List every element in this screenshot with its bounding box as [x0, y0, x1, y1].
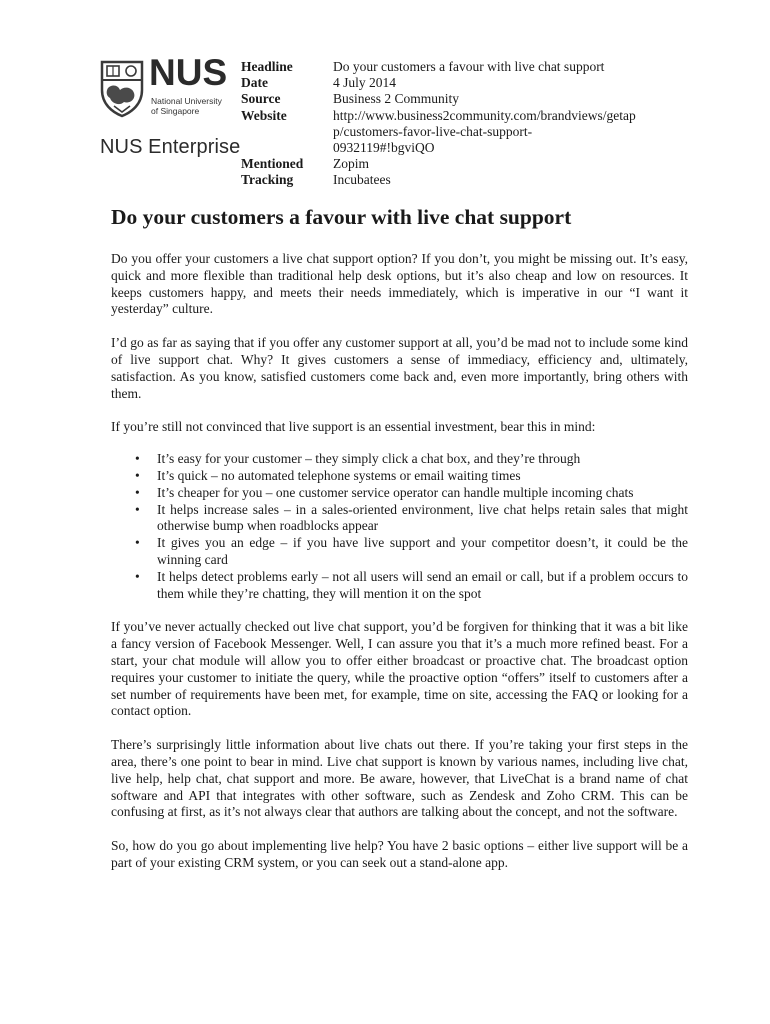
meta-row-website-cont	[241, 124, 633, 156]
bullet-icon: •	[135, 451, 140, 467]
paragraph: There’s surprisingly little information about live chats out there. If you’re taking your first steps in the area, there’s one point to bear in mind. Live chat support is known by various names, including live chat, live help, help chat, chat support and more. Be aware, however, that LiveChat is a brand name of chat software and API that integrates with other software, such as Zendesk and Zoho CRM. This can be confusing at first, as it’s not always clear that authors are talking about the concept, and not the software.	[111, 737, 688, 820]
nus-subtitle-line2: of Singapore	[151, 106, 200, 116]
bullet-list	[111, 451, 688, 602]
meta-value-website-link[interactable]: p/customers-favor-live-chat-support-0932119#!bgviQO	[333, 123, 533, 156]
meta-label: Mentioned	[241, 156, 304, 172]
nus-crest-icon	[100, 60, 144, 118]
meta-row-mentioned	[241, 156, 633, 172]
meta-value: Business 2 Community	[333, 91, 460, 107]
list-item	[111, 451, 688, 468]
meta-value: Incubatees	[333, 172, 391, 188]
paragraph: So, how do you go about implementing live help? You have 2 basic options – either live support will be a part of your existing CRM system, or you can seek out a stand-alone app.	[111, 838, 688, 870]
paragraph: If you’ve never actually checked out live chat support, you’d be forgiven for thinking that it was a bit like a fancy version of Facebook Messenger. Well, I can assure you that it’s a much more refined beast. For a start, your chat module will allow you to offer either broadcast or proactive chat. The broadcast option requires your customer to initiate the query, while the proactive option “offers” itself to customers after a set number of requirements have been met, for example, time on site, accessing the FAQ or looking for a contact option.	[111, 619, 688, 719]
article-metadata	[241, 59, 636, 189]
bullet-icon: •	[135, 535, 140, 551]
bullet-icon: •	[135, 484, 140, 500]
meta-label	[241, 124, 333, 156]
list-item	[111, 569, 688, 603]
meta-value: Do your customers a favour with live chat support	[333, 59, 605, 74]
paragraph: Do you offer your customers a live chat support option? If you don’t, you might be missing out. It’s easy, quick and more flexible than traditional help desk options, but it’s also cheap and low on resources. It keeps customers happy, and meets their needs immediately, which is imperative in our “I want it yesterday” culture.	[111, 251, 688, 317]
article-title: Do your customers a favour with live chat support	[111, 205, 572, 229]
meta-label: Website	[241, 107, 287, 123]
meta-value: Zopim	[333, 156, 369, 172]
meta-row-source	[241, 91, 633, 107]
list-item-text: It helps detect problems early – not all users will send an email or call, but if a problem occurs to them while they’re chatting, they will mention it on the spot	[157, 568, 688, 601]
list-item-text: It’s cheaper for you – one customer service operator can handle multiple incoming chats	[157, 484, 634, 500]
meta-row-date	[241, 75, 633, 91]
nus-subtitle-line1: National University	[151, 96, 222, 106]
list-item	[111, 535, 688, 569]
meta-row-website	[241, 107, 636, 124]
article-body	[111, 203, 688, 889]
meta-label: Source	[241, 91, 281, 107]
meta-label: Headline	[241, 59, 293, 74]
list-item	[111, 468, 688, 485]
meta-row-tracking	[241, 172, 633, 188]
nus-wordmark: NUS	[149, 52, 228, 93]
bullet-icon: •	[135, 501, 140, 517]
paragraph: If you’re still not convinced that live support is an essential investment, bear this in mind:	[111, 419, 596, 435]
list-item-text: It gives you an edge – if you have live support and your competitor doesn’t, it could be the winning card	[157, 535, 688, 567]
paragraph: I’d go as far as saying that if you offer any customer support at all, you’d be mad not to include some kind of live support chat. Why? It gives customers a sense of immediacy, efficiency and, ultimately, satisfaction. As you know, satisfied customers come back and, even more importantly, bring others with them.	[111, 335, 688, 401]
nus-subtitle	[151, 96, 241, 116]
nus-enterprise-logo: NUS Enterprise	[100, 136, 241, 158]
list-item-text: It helps increase sales – in a sales-oriented environment, live chat helps retain sales that might otherwise bump when roadblocks appear	[157, 501, 688, 534]
list-item-text: It’s quick – no automated telephone systems or email waiting times	[157, 467, 521, 483]
meta-value-website-link[interactable]: http://www.business2community.com/brandviews/getap	[333, 107, 636, 123]
bullet-icon: •	[135, 467, 140, 483]
list-item-text: It’s easy for your customer – they simply click a chat box, and they’re through	[157, 451, 581, 467]
list-item	[111, 485, 688, 502]
meta-value: 4 July 2014	[333, 75, 397, 91]
meta-label: Date	[241, 75, 268, 91]
meta-row-headline	[241, 59, 633, 75]
list-item	[111, 502, 688, 536]
meta-label: Tracking	[241, 172, 294, 188]
bullet-icon: •	[135, 568, 140, 584]
